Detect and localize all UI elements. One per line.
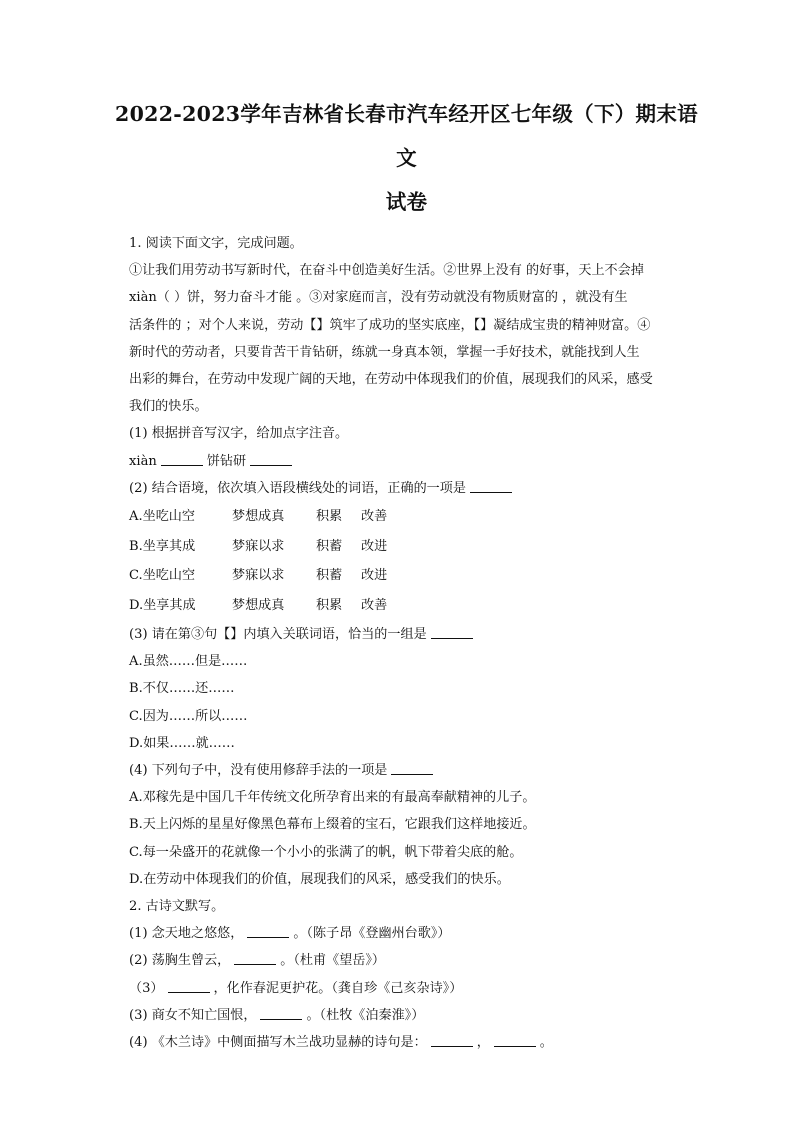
item-post: ，化作春泥更护花。（龚自珍《己亥杂诗》） (213, 980, 463, 996)
option-cell: 积蓄 (316, 538, 343, 554)
answer-blank[interactable] (431, 624, 473, 639)
answer-blank[interactable] (168, 978, 210, 993)
q2-item (129, 947, 698, 974)
option-row (129, 502, 698, 532)
item-pre: (1) 念天地之悠悠， (129, 926, 244, 942)
option-cell: 积蓄 (316, 568, 343, 584)
option-cell: 改进 (361, 568, 388, 584)
option-item: A.邓稼先是中国几千年传统文化所孕育出来的有最高奉献精神的儿子。 (129, 790, 536, 806)
item-pre: (3) 商女不知亡国恨， (129, 1007, 257, 1023)
answer-blank[interactable] (470, 478, 512, 493)
option-cell: 改善 (361, 598, 388, 614)
passage-line: xiàn（ ）饼，努力奋斗才能 。③对家庭而言，没有劳动就没有物质财富的 ，就没有生 (129, 290, 628, 306)
item-post: 。（陈子昂《登幽州台歌》） (293, 926, 451, 942)
item-post: 。（杜牧《泊秦淮》） (306, 1007, 425, 1023)
q1-passage (129, 257, 698, 420)
title-line-1: 2022-2023学年吉林省长春市汽车经开区七年级（下）期末语文 (115, 102, 698, 170)
option-cell: D.坐享其成 (129, 598, 196, 614)
option-row (129, 532, 698, 562)
item-pre: (4) 《木兰诗》中侧面描写木兰战功显赫的诗句是： (129, 1034, 427, 1050)
answer-blank[interactable] (431, 1032, 473, 1047)
option-item: B.天上闪烁的星星好像黑色幕布上缀着的宝石，它跟我们这样地接近。 (129, 817, 536, 833)
answer-blank[interactable] (494, 1032, 536, 1047)
option-cell: 梦寐以求 (232, 568, 285, 584)
option-cell: 改善 (361, 508, 388, 524)
pinyin-label: xiàn (129, 453, 157, 469)
q1-heading: 1. 阅读下面文字，完成问题。 (129, 236, 303, 251)
option-cell: 改进 (361, 538, 388, 554)
option-cell: A.坐吃山空 (129, 508, 195, 524)
option-cell: 梦想成真 (232, 598, 285, 614)
option-cell: 积累 (316, 508, 343, 524)
option-item: C.每一朵盛开的花就像一个小小的张满了的帆，帆下带着尖底的舱。 (129, 844, 523, 860)
prompt-text: (4) 下列句子中，没有使用修辞手法的一项是 (129, 763, 388, 778)
q2-item (129, 920, 698, 947)
answer-blank[interactable] (260, 1005, 302, 1020)
title-line-2: 试卷 (385, 190, 428, 214)
option-cell: C.坐吃山空 (129, 568, 196, 584)
item-pre: （3） (129, 980, 164, 996)
page-title (115, 92, 698, 224)
option-cell: 梦想成真 (232, 508, 285, 524)
option-cell: 积累 (316, 598, 343, 614)
item-mid: ， (476, 1034, 490, 1050)
answer-blank[interactable] (161, 451, 203, 466)
option-item: D.如果……就…… (129, 735, 235, 751)
passage-line: ①让我们用劳动书写新时代，在奋斗中创造美好生活。②世界上没有 的好事，天上不会掉 (129, 263, 644, 279)
q1-sub2-prompt (129, 475, 698, 502)
option-item: B.不仅……还…… (129, 681, 235, 697)
option-row (129, 561, 698, 591)
option-cell: 梦寐以求 (232, 538, 285, 554)
option-item: A.虽然……但是…… (129, 654, 248, 670)
q2-item-last (129, 1029, 698, 1056)
passage-line: 新时代的劳动者，只要肯苦干肯钻研，练就一身真本领，掌握一手好技术，就能找到人生 (129, 344, 640, 360)
item-post: 。（杜甫《望岳》） (280, 953, 386, 969)
option-cell: B.坐享其成 (129, 538, 196, 554)
passage-line: 出彩的舞台，在劳动中发现广阔的天地，在劳动中体现我们的价值，展现我们的风采，感受 (129, 371, 653, 387)
prompt-text: (2) 结合语境，依次填入语段横线处的词语，正确的一项是 (129, 480, 466, 496)
option-item: C.因为……所以…… (129, 708, 248, 724)
q1-sub1-prompt: (1) 根据拼音写汉字，给加点字注音。 (129, 426, 349, 442)
exam-content (129, 230, 698, 1056)
q2-item (129, 975, 698, 1002)
q2-heading: 2. 古诗文默写。 (129, 898, 225, 914)
item-post: 。 (539, 1034, 553, 1050)
passage-line: 活条件的 ；对个人来说，劳动【】筑牢了成功的坚实底座，【】凝结成宝贵的精神财富。④ (129, 317, 651, 333)
answer-blank[interactable] (391, 760, 433, 775)
answer-blank[interactable] (250, 451, 292, 466)
q1-sub1-answer (129, 448, 698, 475)
prompt-text: (3) 请在第③句【】内填入关联词语，恰当的一组是 (129, 627, 427, 643)
option-item: D.在劳动中体现我们的价值，展现我们的风采，感受我们的快乐。 (129, 871, 510, 887)
q1-sub4-prompt (129, 757, 698, 784)
passage-line: 我们的快乐。 (129, 399, 208, 415)
word-label: 饼钻研 (206, 453, 247, 469)
q2-item (129, 1002, 698, 1029)
item-pre: (2) 荡胸生曾云， (129, 953, 231, 969)
option-row (129, 591, 698, 621)
answer-blank[interactable] (234, 950, 276, 965)
q1-sub3-prompt (129, 621, 698, 648)
answer-blank[interactable] (247, 923, 289, 938)
